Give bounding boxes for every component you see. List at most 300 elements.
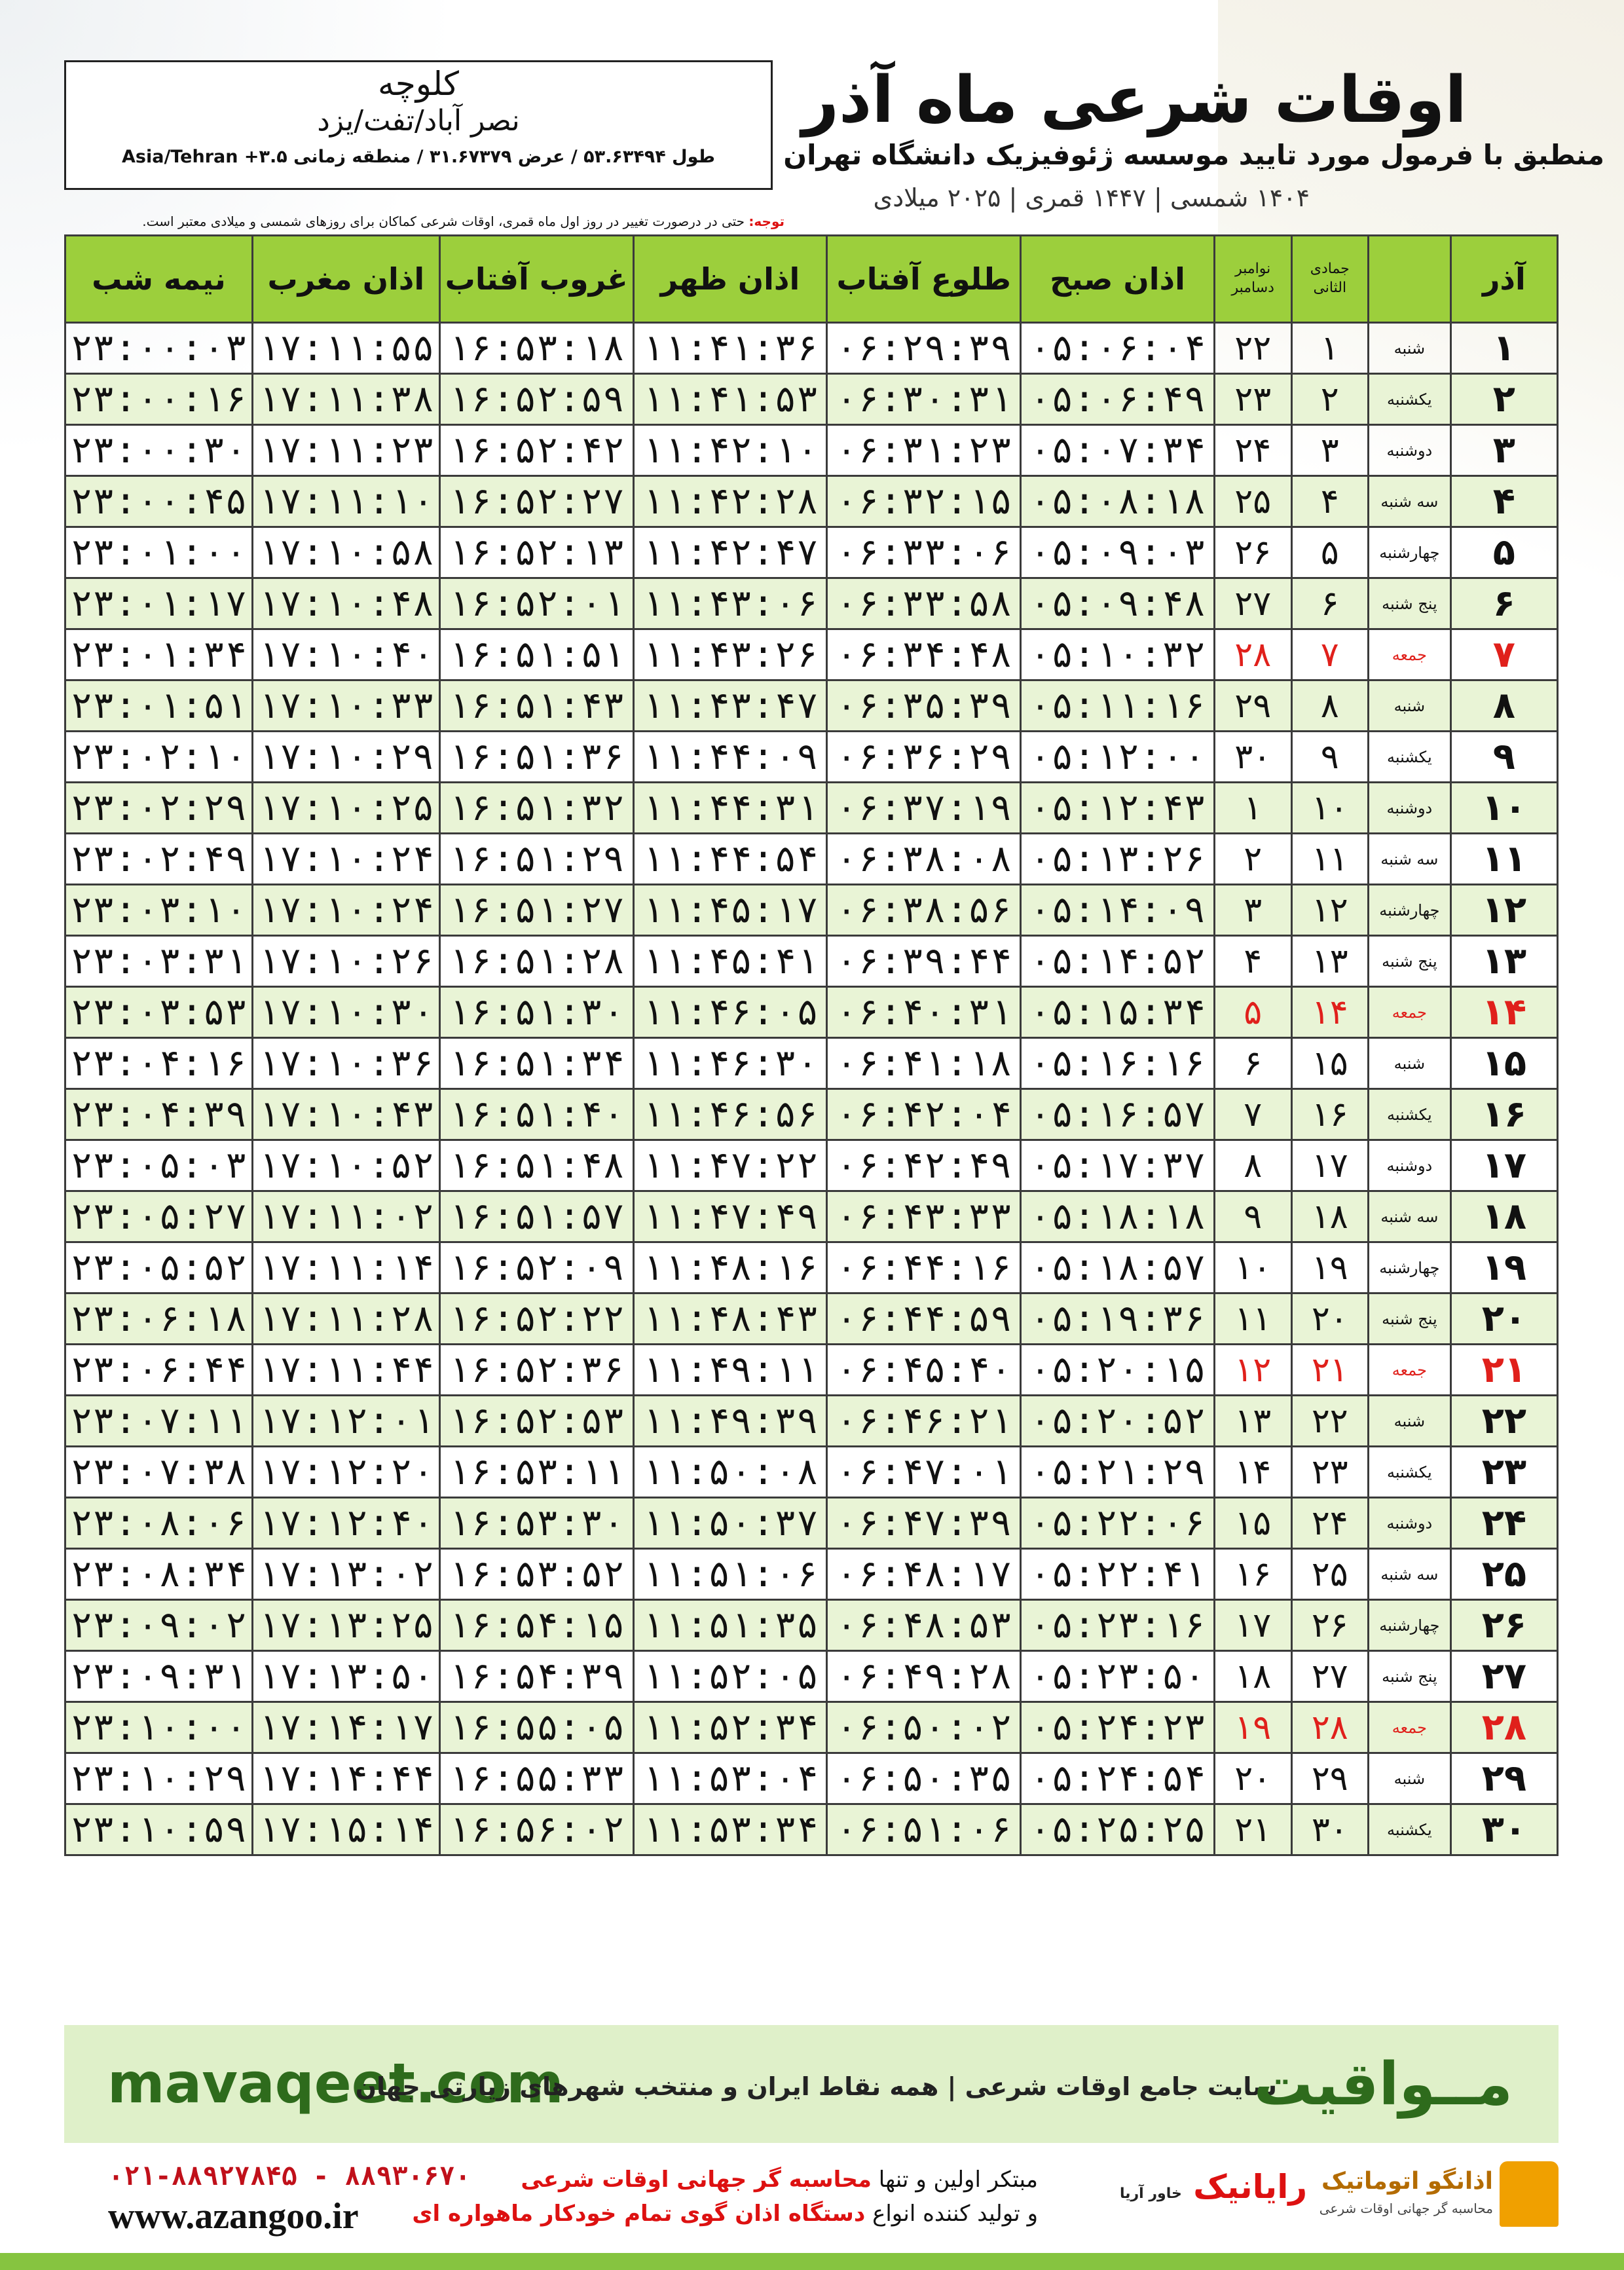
cell-hijri: ۲۲ [1291, 1396, 1369, 1447]
cell-day: ۱۶ [1450, 1089, 1557, 1140]
header-fajr: اذان صبح [1021, 236, 1215, 323]
cell-day: ۱۷ [1450, 1140, 1557, 1191]
cell-dhuhr: ۱۱:۴۲:۱۰ [633, 425, 827, 476]
cell-greg: ۲۵ [1214, 476, 1291, 527]
header-sunrise: طلوع آفتاب [827, 236, 1021, 323]
cell-sunrise: ۰۶:۳۷:۱۹ [827, 783, 1021, 834]
table-row [65, 1600, 1558, 1651]
cell-dhuhr: ۱۱:۴۷:۴۹ [633, 1191, 827, 1242]
cell-sunrise: ۰۶:۴۲:۴۹ [827, 1140, 1021, 1191]
cell-maghrib: ۱۷:۱۱:۱۰ [252, 476, 439, 527]
cell-greg: ۱۱ [1214, 1293, 1291, 1345]
cell-dhuhr: ۱۱:۴۴:۳۱ [633, 783, 827, 834]
cell-maghrib: ۱۷:۱۱:۰۲ [252, 1191, 439, 1242]
cell-sunset: ۱۶:۵۲:۰۹ [439, 1242, 633, 1293]
cell-day: ۵ [1450, 527, 1557, 578]
cell-midnight: ۲۳:۱۰:۵۹ [65, 1804, 253, 1855]
cell-sunrise: ۰۶:۵۰:۰۲ [827, 1702, 1021, 1753]
cell-maghrib: ۱۷:۱۲:۴۰ [252, 1498, 439, 1549]
cell-greg: ۲۹ [1214, 680, 1291, 732]
table-row [65, 1651, 1558, 1702]
table-row [65, 1702, 1558, 1753]
cell-fajr: ۰۵:۱۲:۰۰ [1021, 732, 1215, 783]
cell-greg: ۵ [1214, 987, 1291, 1038]
header-gregorian-bottom: دسامبر [1231, 280, 1274, 296]
cell-maghrib: ۱۷:۱۱:۲۸ [252, 1293, 439, 1345]
cell-hijri: ۱۰ [1291, 783, 1369, 834]
cell-sunrise: ۰۶:۳۳:۵۸ [827, 578, 1021, 629]
cell-hijri: ۱۱ [1291, 834, 1369, 885]
cell-fajr: ۰۵:۱۶:۱۶ [1021, 1038, 1215, 1089]
cell-dhuhr: ۱۱:۴۳:۴۷ [633, 680, 827, 732]
header-hijri: جمادی الثانی [1291, 236, 1369, 323]
cell-sunset: ۱۶:۵۴:۱۵ [439, 1600, 633, 1651]
table-row [65, 1549, 1558, 1600]
cell-fajr: ۰۵:۲۱:۲۹ [1021, 1447, 1215, 1498]
cell-dhuhr: ۱۱:۴۵:۱۷ [633, 885, 827, 936]
cell-fajr: ۰۵:۱۶:۵۷ [1021, 1089, 1215, 1140]
cell-day: ۲۲ [1450, 1396, 1557, 1447]
cell-maghrib: ۱۷:۱۰:۳۶ [252, 1038, 439, 1089]
cell-hijri: ۲۴ [1291, 1498, 1369, 1549]
cell-weekday: یکشنبه [1369, 374, 1451, 425]
footer-website[interactable]: www.azangoo.ir [108, 2196, 359, 2237]
cell-maghrib: ۱۷:۱۱:۲۳ [252, 425, 439, 476]
note-label: توجه: [748, 214, 784, 229]
cell-sunset: ۱۶:۵۳:۳۰ [439, 1498, 633, 1549]
cell-maghrib: ۱۷:۱۰:۵۲ [252, 1140, 439, 1191]
cell-maghrib: ۱۷:۱۱:۵۵ [252, 323, 439, 374]
cell-sunset: ۱۶:۵۵:۰۵ [439, 1702, 633, 1753]
cell-maghrib: ۱۷:۱۳:۵۰ [252, 1651, 439, 1702]
promo-line-1b: محاسبه گر جهانی اوقات شرعی [521, 2167, 872, 2193]
page-subtitle: منطبق با فرمول مورد تایید موسسه ژئوفیزیک دانشگاه تهران [783, 139, 1604, 171]
cell-midnight: ۲۳:۰۳:۳۱ [65, 936, 253, 987]
cell-hijri: ۷ [1291, 629, 1369, 680]
cell-midnight: ۲۳:۰۷:۱۱ [65, 1396, 253, 1447]
cell-maghrib: ۱۷:۱۵:۱۴ [252, 1804, 439, 1855]
cell-hijri: ۲۹ [1291, 1753, 1369, 1804]
cell-hijri: ۱۲ [1291, 885, 1369, 936]
cell-greg: ۲۳ [1214, 374, 1291, 425]
cell-fajr: ۰۵:۱۵:۳۴ [1021, 987, 1215, 1038]
city-name: کلوچه [378, 65, 459, 103]
cell-maghrib: ۱۷:۱۱:۴۴ [252, 1345, 439, 1396]
cell-maghrib: ۱۷:۱۰:۴۸ [252, 578, 439, 629]
cell-midnight: ۲۳:۰۴:۱۶ [65, 1038, 253, 1089]
note [64, 214, 784, 229]
city-coordinates: طول ۵۳.۶۳۴۹۴ / عرض ۳۱.۶۷۳۷۹ / منطقه زمانی ۳.۵+ Asia/Tehran [122, 147, 715, 167]
cell-greg: ۲۰ [1214, 1753, 1291, 1804]
cell-midnight: ۲۳:۰۷:۳۸ [65, 1447, 253, 1498]
cell-greg: ۱ [1214, 783, 1291, 834]
page-title: اوقات شرعی ماه آذر [802, 63, 1467, 138]
cell-midnight: ۲۳:۰۵:۰۳ [65, 1140, 253, 1191]
cell-dhuhr: ۱۱:۴۹:۱۱ [633, 1345, 827, 1396]
cell-hijri: ۱۵ [1291, 1038, 1369, 1089]
cell-maghrib: ۱۷:۱۰:۲۹ [252, 732, 439, 783]
cell-dhuhr: ۱۱:۴۶:۵۶ [633, 1089, 827, 1140]
cell-sunrise: ۰۶:۵۱:۰۶ [827, 1804, 1021, 1855]
cell-weekday: پنج شنبه [1369, 578, 1451, 629]
table-row [65, 885, 1558, 936]
cell-fajr: ۰۵:۲۳:۱۶ [1021, 1600, 1215, 1651]
azangoo-icon [1500, 2161, 1559, 2227]
cell-greg: ۱۸ [1214, 1651, 1291, 1702]
cell-weekday: یکشنبه [1369, 732, 1451, 783]
cell-sunset: ۱۶:۵۴:۳۹ [439, 1651, 633, 1702]
cell-maghrib: ۱۷:۱۰:۲۵ [252, 783, 439, 834]
cell-greg: ۱۹ [1214, 1702, 1291, 1753]
cell-dhuhr: ۱۱:۴۱:۵۳ [633, 374, 827, 425]
cell-day: ۲۶ [1450, 1600, 1557, 1651]
cell-weekday: شنبه [1369, 1038, 1451, 1089]
cell-sunrise: ۰۶:۳۰:۳۱ [827, 374, 1021, 425]
table-row [65, 1804, 1558, 1855]
cell-sunset: ۱۶:۵۲:۵۳ [439, 1396, 633, 1447]
cell-fajr: ۰۵:۲۲:۰۶ [1021, 1498, 1215, 1549]
cell-greg: ۲۱ [1214, 1804, 1291, 1855]
cell-maghrib: ۱۷:۱۰:۲۴ [252, 885, 439, 936]
cell-dhuhr: ۱۱:۴۲:۴۷ [633, 527, 827, 578]
azangoo-name: اذانگو اتوماتیک [1321, 2168, 1493, 2195]
cell-greg: ۲۴ [1214, 425, 1291, 476]
cell-greg: ۲۷ [1214, 578, 1291, 629]
table-row [65, 527, 1558, 578]
cell-midnight: ۲۳:۰۶:۴۴ [65, 1345, 253, 1396]
cell-hijri: ۲۱ [1291, 1345, 1369, 1396]
table-row [65, 783, 1558, 834]
cell-hijri: ۱۳ [1291, 936, 1369, 987]
cell-dhuhr: ۱۱:۴۳:۰۶ [633, 578, 827, 629]
promo-line-2b: دستگاه اذان گوی تمام خودکار ماهواره ای [412, 2201, 866, 2227]
cell-hijri: ۱۹ [1291, 1242, 1369, 1293]
cell-midnight: ۲۳:۰۱:۵۱ [65, 680, 253, 732]
cell-greg: ۲ [1214, 834, 1291, 885]
cell-day: ۲۸ [1450, 1702, 1557, 1753]
table-row [65, 1753, 1558, 1804]
cell-weekday: پنج شنبه [1369, 1293, 1451, 1345]
cell-sunset: ۱۶:۵۳:۱۸ [439, 323, 633, 374]
cell-greg: ۱۰ [1214, 1242, 1291, 1293]
cell-day: ۲۴ [1450, 1498, 1557, 1549]
cell-midnight: ۲۳:۰۲:۱۰ [65, 732, 253, 783]
banner-url[interactable]: mavaqeet.com [107, 2051, 564, 2115]
cell-weekday: دوشنبه [1369, 1498, 1451, 1549]
cell-dhuhr: ۱۱:۵۲:۰۵ [633, 1651, 827, 1702]
cell-sunrise: ۰۶:۴۱:۱۸ [827, 1038, 1021, 1089]
cell-fajr: ۰۵:۲۲:۴۱ [1021, 1549, 1215, 1600]
cell-hijri: ۲۵ [1291, 1549, 1369, 1600]
cell-sunset: ۱۶:۵۱:۴۰ [439, 1089, 633, 1140]
cell-sunrise: ۰۶:۴۳:۳۳ [827, 1191, 1021, 1242]
cell-sunrise: ۰۶:۳۴:۴۸ [827, 629, 1021, 680]
cell-fajr: ۰۵:۱۴:۰۹ [1021, 885, 1215, 936]
cell-maghrib: ۱۷:۱۲:۰۱ [252, 1396, 439, 1447]
cell-hijri: ۹ [1291, 732, 1369, 783]
cell-sunset: ۱۶:۵۲:۱۳ [439, 527, 633, 578]
cell-sunrise: ۰۶:۴۸:۱۷ [827, 1549, 1021, 1600]
cell-weekday: سه شنبه [1369, 834, 1451, 885]
header-gregorian [1214, 236, 1291, 323]
cell-weekday: جمعه [1369, 1702, 1451, 1753]
table-row [65, 1498, 1558, 1549]
cell-sunset: ۱۶:۵۱:۲۹ [439, 834, 633, 885]
cell-midnight: ۲۳:۰۸:۳۴ [65, 1549, 253, 1600]
cell-hijri: ۱۶ [1291, 1089, 1369, 1140]
cell-fajr: ۰۵:۲۳:۵۰ [1021, 1651, 1215, 1702]
cell-day: ۷ [1450, 629, 1557, 680]
cell-sunset: ۱۶:۵۶:۰۲ [439, 1804, 633, 1855]
cell-greg: ۲۶ [1214, 527, 1291, 578]
cell-fajr: ۰۵:۱۸:۵۷ [1021, 1242, 1215, 1293]
cell-hijri: ۲۷ [1291, 1651, 1369, 1702]
table-row [65, 476, 1558, 527]
cell-sunrise: ۰۶:۴۷:۳۹ [827, 1498, 1021, 1549]
cell-dhuhr: ۱۱:۴۴:۵۴ [633, 834, 827, 885]
cell-sunrise: ۰۶:۳۸:۰۸ [827, 834, 1021, 885]
cell-sunset: ۱۶:۵۱:۳۲ [439, 783, 633, 834]
cell-fajr: ۰۵:۲۰:۱۵ [1021, 1345, 1215, 1396]
cell-sunset: ۱۶:۵۵:۳۳ [439, 1753, 633, 1804]
cell-midnight: ۲۳:۰۵:۵۲ [65, 1242, 253, 1293]
cell-fajr: ۰۵:۱۲:۴۳ [1021, 783, 1215, 834]
cell-fajr: ۰۵:۰۶:۴۹ [1021, 374, 1215, 425]
header-maghrib: اذان مغرب [252, 236, 439, 323]
cell-midnight: ۲۳:۰۱:۰۰ [65, 527, 253, 578]
table-row [65, 1089, 1558, 1140]
table-row [65, 987, 1558, 1038]
promo-line-1 [521, 2167, 1038, 2193]
table-row [65, 629, 1558, 680]
cell-sunset: ۱۶:۵۲:۴۲ [439, 425, 633, 476]
table-row [65, 732, 1558, 783]
cell-fajr: ۰۵:۰۹:۴۸ [1021, 578, 1215, 629]
cell-fajr: ۰۵:۰۶:۰۴ [1021, 323, 1215, 374]
cell-weekday: دوشنبه [1369, 1140, 1451, 1191]
cell-day: ۱۵ [1450, 1038, 1557, 1089]
cell-midnight: ۲۳:۰۴:۳۹ [65, 1089, 253, 1140]
cell-dhuhr: ۱۱:۴۱:۳۶ [633, 323, 827, 374]
cell-dhuhr: ۱۱:۴۹:۳۹ [633, 1396, 827, 1447]
cell-weekday: سه شنبه [1369, 1191, 1451, 1242]
cell-sunset: ۱۶:۵۲:۲۲ [439, 1293, 633, 1345]
cell-day: ۱۴ [1450, 987, 1557, 1038]
cell-hijri: ۲۶ [1291, 1600, 1369, 1651]
cell-midnight: ۲۳:۰۶:۱۸ [65, 1293, 253, 1345]
cell-day: ۲۰ [1450, 1293, 1557, 1345]
promo-line-2a: و تولید کننده انواع [872, 2201, 1038, 2227]
cell-sunset: ۱۶:۵۱:۳۶ [439, 732, 633, 783]
bottom-bar [0, 2253, 1624, 2270]
cell-day: ۱ [1450, 323, 1557, 374]
cell-fajr: ۰۵:۰۷:۳۴ [1021, 425, 1215, 476]
note-text: حتی در درصورت تغییر در روز اول ماه قمری، اوقات شرعی کماکان برای روزهای شمسی و میلادی معتبر است. [142, 214, 745, 229]
cell-fajr: ۰۵:۱۰:۳۲ [1021, 629, 1215, 680]
cell-sunset: ۱۶:۵۱:۴۸ [439, 1140, 633, 1191]
cell-day: ۳ [1450, 425, 1557, 476]
cell-fajr: ۰۵:۲۴:۵۴ [1021, 1753, 1215, 1804]
cell-sunset: ۱۶:۵۱:۳۴ [439, 1038, 633, 1089]
cell-day: ۲۵ [1450, 1549, 1557, 1600]
cell-midnight: ۲۳:۰۰:۰۳ [65, 323, 253, 374]
cell-maghrib: ۱۷:۱۰:۳۰ [252, 987, 439, 1038]
cell-hijri: ۳ [1291, 425, 1369, 476]
cell-dhuhr: ۱۱:۵۰:۰۸ [633, 1447, 827, 1498]
cell-greg: ۴ [1214, 936, 1291, 987]
cell-weekday: یکشنبه [1369, 1089, 1451, 1140]
cell-greg: ۳ [1214, 885, 1291, 936]
cell-fajr: ۰۵:۱۳:۲۶ [1021, 834, 1215, 885]
header-sunset: غروب آفتاب [439, 236, 633, 323]
cell-sunrise: ۰۶:۴۵:۴۰ [827, 1345, 1021, 1396]
cell-dhuhr: ۱۱:۵۱:۳۵ [633, 1600, 827, 1651]
cell-hijri: ۳۰ [1291, 1804, 1369, 1855]
cell-weekday: شنبه [1369, 680, 1451, 732]
rayanik-sub: خاور آریا [1120, 2186, 1182, 2202]
cell-sunset: ۱۶:۵۱:۲۷ [439, 885, 633, 936]
cell-fajr: ۰۵:۱۹:۳۶ [1021, 1293, 1215, 1345]
cell-sunrise: ۰۶:۵۰:۳۵ [827, 1753, 1021, 1804]
cell-maghrib: ۱۷:۱۰:۵۸ [252, 527, 439, 578]
cell-greg: ۱۴ [1214, 1447, 1291, 1498]
cell-hijri: ۴ [1291, 476, 1369, 527]
cell-dhuhr: ۱۱:۴۸:۴۳ [633, 1293, 827, 1345]
table-row [65, 374, 1558, 425]
cell-greg: ۱۷ [1214, 1600, 1291, 1651]
cell-hijri: ۲۸ [1291, 1702, 1369, 1753]
cell-weekday: شنبه [1369, 323, 1451, 374]
cell-midnight: ۲۳:۰۵:۲۷ [65, 1191, 253, 1242]
cell-day: ۲۷ [1450, 1651, 1557, 1702]
cell-fajr: ۰۵:۱۴:۵۲ [1021, 936, 1215, 987]
cell-maghrib: ۱۷:۱۰:۴۰ [252, 629, 439, 680]
table-row [65, 1140, 1558, 1191]
cell-day: ۲۱ [1450, 1345, 1557, 1396]
cell-midnight: ۲۳:۰۱:۱۷ [65, 578, 253, 629]
cell-midnight: ۲۳:۰۸:۰۶ [65, 1498, 253, 1549]
cell-sunrise: ۰۶:۳۵:۳۹ [827, 680, 1021, 732]
cell-weekday: پنج شنبه [1369, 936, 1451, 987]
cell-maghrib: ۱۷:۱۰:۲۴ [252, 834, 439, 885]
cell-dhuhr: ۱۱:۴۲:۲۸ [633, 476, 827, 527]
cell-fajr: ۰۵:۲۵:۲۵ [1021, 1804, 1215, 1855]
cell-day: ۲۹ [1450, 1753, 1557, 1804]
cell-weekday: پنج شنبه [1369, 1651, 1451, 1702]
cell-dhuhr: ۱۱:۵۳:۳۴ [633, 1804, 827, 1855]
cell-weekday: سه شنبه [1369, 1549, 1451, 1600]
cell-weekday: چهارشنبه [1369, 885, 1451, 936]
cell-weekday: چهارشنبه [1369, 1600, 1451, 1651]
phone-numbers: ۰۲۱-۸۸۹۲۷۸۴۵ - ۸۸۹۳۰۶۷۰ [108, 2161, 471, 2191]
cell-weekday: جمعه [1369, 1345, 1451, 1396]
cell-fajr: ۰۵:۲۰:۵۲ [1021, 1396, 1215, 1447]
cell-sunrise: ۰۶:۳۶:۲۹ [827, 732, 1021, 783]
cell-midnight: ۲۳:۰۰:۳۰ [65, 425, 253, 476]
cell-midnight: ۲۳:۰۹:۳۱ [65, 1651, 253, 1702]
promo-line-2 [412, 2201, 1038, 2227]
table-row [65, 1447, 1558, 1498]
year-line: ۱۴۰۴ شمسی | ۱۴۴۷ قمری | ۲۰۲۵ میلادی [873, 183, 1310, 212]
cell-day: ۶ [1450, 578, 1557, 629]
cell-hijri: ۱۷ [1291, 1140, 1369, 1191]
cell-midnight: ۲۳:۰۹:۰۲ [65, 1600, 253, 1651]
cell-weekday: چهارشنبه [1369, 1242, 1451, 1293]
cell-day: ۳۰ [1450, 1804, 1557, 1855]
cell-sunset: ۱۶:۵۱:۵۷ [439, 1191, 633, 1242]
prayer-times-table [64, 234, 1559, 1856]
mavaqeet-banner [64, 2025, 1559, 2143]
cell-day: ۱۳ [1450, 936, 1557, 987]
cell-hijri: ۱۸ [1291, 1191, 1369, 1242]
table-row [65, 323, 1558, 374]
cell-sunrise: ۰۶:۴۰:۳۱ [827, 987, 1021, 1038]
cell-weekday: یکشنبه [1369, 1447, 1451, 1498]
table-row [65, 1293, 1558, 1345]
table-row [65, 425, 1558, 476]
azangoo-logo [1283, 2161, 1559, 2233]
cell-dhuhr: ۱۱:۵۰:۳۷ [633, 1498, 827, 1549]
table-row [65, 936, 1558, 987]
cell-sunrise: ۰۶:۴۴:۵۹ [827, 1293, 1021, 1345]
header-dhuhr: اذان ظهر [633, 236, 827, 323]
cell-greg: ۸ [1214, 1140, 1291, 1191]
cell-sunrise: ۰۶:۴۴:۱۶ [827, 1242, 1021, 1293]
cell-day: ۲۳ [1450, 1447, 1557, 1498]
cell-sunrise: ۰۶:۳۹:۴۴ [827, 936, 1021, 987]
cell-maghrib: ۱۷:۱۰:۳۳ [252, 680, 439, 732]
rayanik-logo [1120, 2168, 1307, 2206]
cell-sunrise: ۰۶:۳۱:۲۳ [827, 425, 1021, 476]
table-row [65, 578, 1558, 629]
header-month: آذر [1450, 236, 1557, 323]
cell-maghrib: ۱۷:۱۴:۴۴ [252, 1753, 439, 1804]
cell-dhuhr: ۱۱:۴۵:۴۱ [633, 936, 827, 987]
cell-sunrise: ۰۶:۳۲:۱۵ [827, 476, 1021, 527]
cell-maghrib: ۱۷:۱۳:۰۲ [252, 1549, 439, 1600]
cell-maghrib: ۱۷:۱۰:۲۶ [252, 936, 439, 987]
cell-day: ۱۱ [1450, 834, 1557, 885]
azangoo-sub: محاسبه گر جهانی اوقات شرعی [1319, 2201, 1493, 2216]
cell-weekday: چهارشنبه [1369, 527, 1451, 578]
cell-day: ۱۰ [1450, 783, 1557, 834]
cell-fajr: ۰۵:۱۷:۳۷ [1021, 1140, 1215, 1191]
cell-sunset: ۱۶:۵۲:۳۶ [439, 1345, 633, 1396]
cell-weekday: سه شنبه [1369, 476, 1451, 527]
cell-hijri: ۲۳ [1291, 1447, 1369, 1498]
promo-line-1a: مبتکر اولین و تنها [878, 2167, 1038, 2193]
cell-greg: ۲۲ [1214, 323, 1291, 374]
cell-greg: ۱۳ [1214, 1396, 1291, 1447]
cell-dhuhr: ۱۱:۵۱:۰۶ [633, 1549, 827, 1600]
cell-midnight: ۲۳:۱۰:۲۹ [65, 1753, 253, 1804]
cell-day: ۸ [1450, 680, 1557, 732]
cell-dhuhr: ۱۱:۴۷:۲۲ [633, 1140, 827, 1191]
cell-maghrib: ۱۷:۱۴:۱۷ [252, 1702, 439, 1753]
cell-sunset: ۱۶:۵۳:۵۲ [439, 1549, 633, 1600]
banner-tagline: سایت جامع اوقات شرعی | همه نقاط ایران و منتخب شهرهای زیارتی جهان [355, 2072, 1277, 2101]
cell-hijri: ۱۴ [1291, 987, 1369, 1038]
header-gregorian-top: نوامبر [1235, 261, 1271, 278]
cell-sunrise: ۰۶:۴۶:۲۱ [827, 1396, 1021, 1447]
cell-weekday: جمعه [1369, 987, 1451, 1038]
cell-greg: ۱۶ [1214, 1549, 1291, 1600]
rayanik-name: رایانیک [1193, 2168, 1308, 2206]
cell-dhuhr: ۱۱:۴۸:۱۶ [633, 1242, 827, 1293]
cell-fajr: ۰۵:۱۸:۱۸ [1021, 1191, 1215, 1242]
cell-fajr: ۰۵:۱۱:۱۶ [1021, 680, 1215, 732]
cell-weekday: شنبه [1369, 1396, 1451, 1447]
